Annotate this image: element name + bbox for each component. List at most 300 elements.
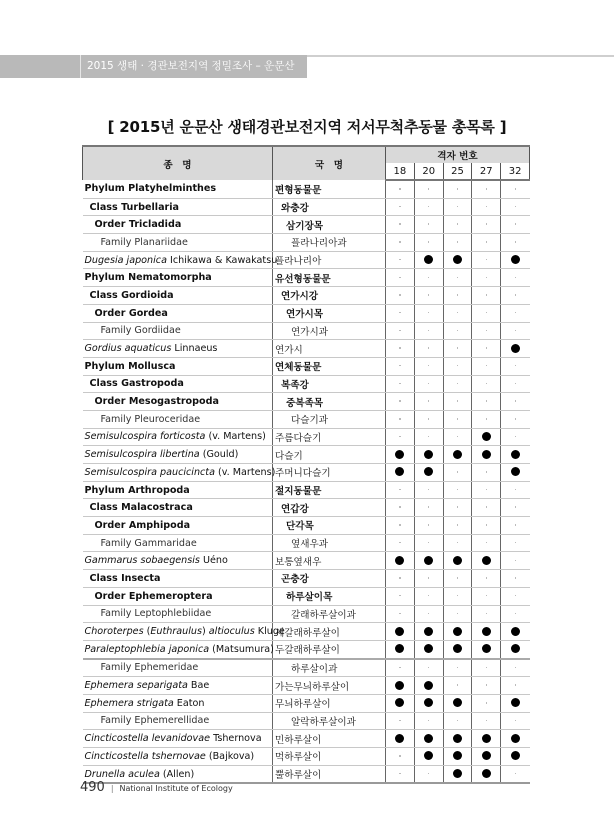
presence-dot-icon [511, 698, 520, 707]
absence-mark-icon [486, 277, 488, 279]
grid-cell [472, 587, 501, 605]
italic-name-part: Ephemera strigata [84, 697, 174, 709]
grid-cell [386, 446, 415, 464]
absence-mark-icon [428, 188, 430, 190]
presence-dot-icon [511, 450, 520, 459]
presence-dot-icon [482, 644, 491, 653]
grid-cell [386, 659, 415, 677]
grid-cell [386, 216, 415, 234]
absence-mark-icon [457, 400, 459, 402]
grid-cell [472, 464, 501, 482]
absence-mark-icon [486, 702, 488, 704]
absence-mark-icon [457, 471, 459, 473]
table-row [83, 410, 530, 428]
korean-name: 주머니다슬기 [273, 464, 386, 482]
presence-dot-icon [511, 627, 520, 636]
italic-name-part: Semisulcospira paucicincta [84, 466, 215, 478]
grid-cell [414, 180, 443, 198]
absence-mark-icon [428, 241, 430, 243]
absence-mark-icon [515, 294, 517, 296]
italic-name-part: altioculus [208, 626, 255, 638]
absence-mark-icon [428, 312, 430, 314]
header-rule [307, 55, 614, 57]
grid-cell [414, 322, 443, 340]
presence-dot-icon [395, 681, 404, 690]
absence-mark-icon [486, 542, 488, 544]
absence-mark-icon [428, 667, 430, 669]
korean-name: 먹하루살이 [273, 748, 386, 766]
name-part: Family Leptophlebiidae [100, 608, 212, 620]
absence-mark-icon [399, 436, 401, 438]
table-row [83, 269, 530, 287]
name-part: Class Turbellaria [89, 201, 180, 213]
absence-mark-icon [399, 773, 401, 775]
grid-cell [414, 677, 443, 695]
grid-cell [386, 287, 415, 305]
table-row [83, 534, 530, 552]
korean-name: 알락하루살이과 [273, 712, 386, 730]
scientific-name [83, 481, 273, 499]
presence-dot-icon [482, 432, 491, 441]
grid-cell [472, 552, 501, 570]
korean-name: 절지동물문 [273, 481, 386, 499]
table-row [83, 216, 530, 234]
grid-cell [386, 198, 415, 216]
scientific-name [83, 499, 273, 517]
grid-cell [414, 446, 443, 464]
grid-cell [443, 748, 472, 766]
korean-name: 무늬하루살이 [273, 694, 386, 712]
scientific-name [83, 587, 273, 605]
absence-mark-icon [457, 684, 459, 686]
name-part: Family Planariidae [100, 236, 188, 248]
grid-cell [443, 517, 472, 535]
absence-mark-icon [428, 773, 430, 775]
absence-mark-icon [515, 667, 517, 669]
scientific-name [83, 216, 273, 234]
scientific-name [83, 517, 273, 535]
scientific-name [83, 464, 276, 482]
grid-cell [443, 287, 472, 305]
absence-mark-icon [428, 506, 430, 508]
grid-cell [386, 410, 415, 428]
grid-cell [386, 694, 415, 712]
grid-cell [386, 605, 415, 623]
presence-dot-icon [453, 255, 462, 264]
name-part: Phylum Arthropoda [84, 484, 190, 496]
grid-cell [443, 340, 472, 358]
korean-name: 편형동물문 [273, 180, 386, 198]
scientific-name [83, 251, 278, 269]
grid-cell [414, 269, 443, 287]
grid-cell [472, 393, 501, 411]
korean-name: 하루살이과 [273, 659, 386, 677]
absence-mark-icon [399, 489, 401, 491]
grid-cell [443, 410, 472, 428]
grid-cell [414, 587, 443, 605]
grid-cell [414, 517, 443, 535]
italic-name-part: Euthraulus [150, 626, 202, 638]
absence-mark-icon [457, 365, 459, 367]
italic-name-part: Semisulcospira libertina [84, 449, 200, 461]
grid-cell [501, 481, 530, 499]
absence-mark-icon [515, 365, 517, 367]
scientific-name [83, 534, 273, 552]
table-row [83, 446, 530, 464]
grid-cell [501, 712, 530, 730]
scientific-name [83, 748, 273, 766]
italic-name-part: Cincticostella tshernovae [84, 750, 206, 762]
grid-cell [472, 748, 501, 766]
absence-mark-icon [399, 241, 401, 243]
grid-cell [386, 552, 415, 570]
korean-name: 두갈래하루살이 [273, 640, 386, 658]
korean-name: 유선형동물문 [273, 269, 386, 287]
grid-cell [472, 446, 501, 464]
name-part: (v. Martens) [214, 466, 276, 478]
grid-cell [472, 570, 501, 588]
table-row [83, 659, 530, 677]
korean-name: 단각목 [273, 517, 386, 535]
absence-mark-icon [399, 542, 401, 544]
running-title: 2015 생태 · 경관보전지역 정밀조사 – 운문산 [80, 55, 294, 78]
presence-dot-icon [511, 255, 520, 264]
scientific-name [83, 552, 273, 570]
grid-cell [472, 730, 501, 748]
presence-dot-icon [482, 450, 491, 459]
scientific-name [83, 730, 273, 748]
grid-cell [501, 694, 530, 712]
grid-cell [414, 464, 443, 482]
grid-cell [501, 357, 530, 375]
grid-cell [472, 481, 501, 499]
grid-cell [472, 410, 501, 428]
name-part: Class Gordioida [89, 289, 174, 301]
absence-mark-icon [515, 330, 517, 332]
page-number: 490 [80, 780, 105, 795]
grid-cell [501, 587, 530, 605]
absence-mark-icon [515, 542, 517, 544]
grid-cell [443, 304, 472, 322]
grid-cell [386, 375, 415, 393]
name-part: Order Amphipoda [94, 519, 191, 531]
absence-mark-icon [515, 312, 517, 314]
absence-mark-icon [399, 613, 401, 615]
absence-mark-icon [486, 365, 488, 367]
italic-name-part: Gordius aquaticus [84, 343, 172, 355]
scientific-name [83, 712, 273, 730]
grid-cell [501, 640, 530, 658]
name-part: (Matsumura) [209, 643, 274, 655]
grid-cell [443, 322, 472, 340]
grid-cell [386, 428, 415, 446]
grid-cell [472, 517, 501, 535]
presence-dot-icon [395, 734, 404, 743]
page-title: [ 2015년 운문산 생태경관보전지역 저서무척추동물 총목록 ] [107, 118, 507, 136]
grid-cell [443, 357, 472, 375]
scientific-name [83, 428, 273, 446]
name-part: Order Ephemeroptera [94, 590, 213, 602]
grid-cell [443, 481, 472, 499]
korean-name: 플라나리아과 [273, 234, 386, 252]
species-table [82, 145, 530, 784]
absence-mark-icon [428, 206, 430, 208]
grid-cell [414, 251, 443, 269]
grid-cell [443, 216, 472, 234]
absence-mark-icon [457, 524, 459, 526]
table-row [83, 730, 530, 748]
absence-mark-icon [486, 400, 488, 402]
name-part: ) [202, 626, 209, 638]
column-header-grid: 격자 번호 [386, 146, 530, 163]
grid-cell [472, 304, 501, 322]
absence-mark-icon [486, 418, 488, 420]
grid-cell [501, 677, 530, 695]
scientific-name [83, 180, 273, 198]
grid-cell [386, 234, 415, 252]
column-header-korean: 국 명 [273, 146, 386, 180]
grid-cell [414, 552, 443, 570]
presence-dot-icon [511, 734, 520, 743]
absence-mark-icon [486, 241, 488, 243]
grid-cell [386, 357, 415, 375]
grid-cell [414, 640, 443, 658]
absence-mark-icon [515, 223, 517, 225]
grid-cell [443, 640, 472, 658]
absence-mark-icon [399, 223, 401, 225]
italic-name-part: Ephemera separigata [84, 680, 188, 692]
italic-name-part: Choroterpes [84, 626, 144, 638]
korean-name: 연갑강 [273, 499, 386, 517]
grid-cell [472, 712, 501, 730]
absence-mark-icon [486, 347, 488, 349]
grid-cell [501, 499, 530, 517]
korean-name: 연가시목 [273, 304, 386, 322]
korean-name: 뿔하루살이 [273, 765, 386, 783]
grid-cell [443, 446, 472, 464]
grid-cell [386, 623, 415, 641]
grid-cell [414, 748, 443, 766]
name-part: Family Ephemeridae [100, 662, 199, 674]
grid-cell [443, 393, 472, 411]
absence-mark-icon [428, 436, 430, 438]
absence-mark-icon [515, 720, 517, 722]
scientific-name [83, 410, 273, 428]
grid-cell [386, 304, 415, 322]
table-row [83, 481, 530, 499]
name-part: Phylum Platyhelminthes [84, 183, 217, 195]
grid-cell [501, 446, 530, 464]
presence-dot-icon [453, 556, 462, 565]
absence-mark-icon [515, 241, 517, 243]
grid-cell [501, 304, 530, 322]
absence-mark-icon [428, 277, 430, 279]
grid-cell [414, 340, 443, 358]
presence-dot-icon [424, 556, 433, 565]
absence-mark-icon [457, 188, 459, 190]
absence-mark-icon [457, 542, 459, 544]
grid-cell [472, 251, 501, 269]
absence-mark-icon [428, 418, 430, 420]
name-part: Class Malacostraca [89, 502, 193, 514]
absence-mark-icon [428, 524, 430, 526]
absence-mark-icon [399, 667, 401, 669]
grid-cell [414, 481, 443, 499]
scientific-name [83, 375, 273, 393]
scientific-name [83, 357, 273, 375]
grid-cell [472, 640, 501, 658]
name-part: Phylum Mollusca [84, 360, 176, 372]
grid-cell [443, 623, 472, 641]
absence-mark-icon [457, 241, 459, 243]
table-row [83, 375, 530, 393]
absence-mark-icon [457, 347, 459, 349]
grid-cell [386, 269, 415, 287]
grid-cell [443, 269, 472, 287]
scientific-name [83, 659, 273, 677]
korean-name: 삼기장목 [273, 216, 386, 234]
name-part: Family Gammaridae [100, 537, 197, 549]
grid-cell [414, 410, 443, 428]
absence-mark-icon [399, 418, 401, 420]
presence-dot-icon [395, 644, 404, 653]
presence-dot-icon [511, 751, 520, 760]
table-row [83, 304, 530, 322]
scientific-name [83, 198, 273, 216]
absence-mark-icon [428, 365, 430, 367]
grid-cell [501, 570, 530, 588]
grid-cell [414, 198, 443, 216]
grid-cell [414, 765, 443, 783]
grid-cell [386, 464, 415, 482]
absence-mark-icon [399, 400, 401, 402]
grid-cell [472, 659, 501, 677]
grid-cell [472, 180, 501, 198]
absence-mark-icon [399, 595, 401, 597]
absence-mark-icon [486, 595, 488, 597]
scientific-name [83, 393, 273, 411]
grid-cell [386, 481, 415, 499]
table-row [83, 198, 530, 216]
grid-cell [472, 216, 501, 234]
absence-mark-icon [486, 294, 488, 296]
korean-name: 보통옆새우 [273, 552, 386, 570]
table-row [83, 677, 530, 695]
table-row [83, 552, 530, 570]
grid-cell [414, 712, 443, 730]
scientific-name [83, 623, 285, 641]
grid-cell [443, 534, 472, 552]
korean-name: 연가시과 [273, 322, 386, 340]
absence-mark-icon [486, 312, 488, 314]
grid-cell [443, 587, 472, 605]
absence-mark-icon [457, 206, 459, 208]
korean-name: 연가시 [273, 340, 386, 358]
absence-mark-icon [515, 773, 517, 775]
grid-cell [386, 340, 415, 358]
grid-cell [501, 322, 530, 340]
grid-cell [386, 677, 415, 695]
grid-cell [443, 730, 472, 748]
absence-mark-icon [428, 577, 430, 579]
scientific-name [83, 677, 273, 695]
grid-cell [386, 570, 415, 588]
name-part: (Bajkova) [205, 750, 255, 762]
korean-name: 가는무늬하루살이 [273, 677, 386, 695]
grid-cell [472, 694, 501, 712]
presence-dot-icon [453, 644, 462, 653]
grid-cell [472, 269, 501, 287]
grid-cell [443, 180, 472, 198]
name-part: (Allen) [159, 768, 195, 780]
grid-cell [472, 677, 501, 695]
column-header-species: 종 명 [83, 146, 273, 180]
grid-cell [414, 659, 443, 677]
presence-dot-icon [395, 556, 404, 565]
absence-mark-icon [515, 595, 517, 597]
grid-cell [472, 357, 501, 375]
table-row [83, 234, 530, 252]
grid-cell [472, 428, 501, 446]
absence-mark-icon [457, 667, 459, 669]
grid-cell [386, 748, 415, 766]
absence-mark-icon [515, 188, 517, 190]
table-row [83, 357, 530, 375]
table-row [83, 464, 530, 482]
grid-cell [414, 287, 443, 305]
absence-mark-icon [515, 684, 517, 686]
absence-mark-icon [399, 312, 401, 314]
grid-cell [386, 322, 415, 340]
grid-cell [501, 552, 530, 570]
table-row [83, 287, 530, 305]
absence-mark-icon [457, 418, 459, 420]
grid-cell [443, 428, 472, 446]
grid-cell [501, 623, 530, 641]
absence-mark-icon [457, 312, 459, 314]
table-row [83, 499, 530, 517]
grid-number-header: 25 [443, 163, 472, 180]
scientific-name [83, 269, 273, 287]
name-part: Class Insecta [89, 572, 161, 584]
name-part: Family Pleuroceridae [100, 413, 201, 425]
table-row [83, 694, 530, 712]
name-part: Class Gastropoda [89, 378, 184, 390]
absence-mark-icon [457, 436, 459, 438]
grid-cell [501, 605, 530, 623]
grid-cell [472, 534, 501, 552]
absence-mark-icon [428, 223, 430, 225]
grid-cell [443, 570, 472, 588]
grid-cell [414, 694, 443, 712]
grid-cell [501, 517, 530, 535]
presence-dot-icon [424, 698, 433, 707]
presence-dot-icon [482, 769, 491, 778]
absence-mark-icon [399, 294, 401, 296]
presence-dot-icon [424, 450, 433, 459]
grid-cell [414, 357, 443, 375]
absence-mark-icon [486, 206, 488, 208]
presence-dot-icon [511, 344, 520, 353]
name-part: Kluge [254, 626, 285, 638]
presence-dot-icon [424, 644, 433, 653]
grid-cell [501, 534, 530, 552]
absence-mark-icon [428, 720, 430, 722]
absence-mark-icon [486, 613, 488, 615]
italic-name-part: Gammarus sobaegensis [84, 555, 200, 567]
absence-mark-icon [428, 294, 430, 296]
grid-cell [443, 605, 472, 623]
